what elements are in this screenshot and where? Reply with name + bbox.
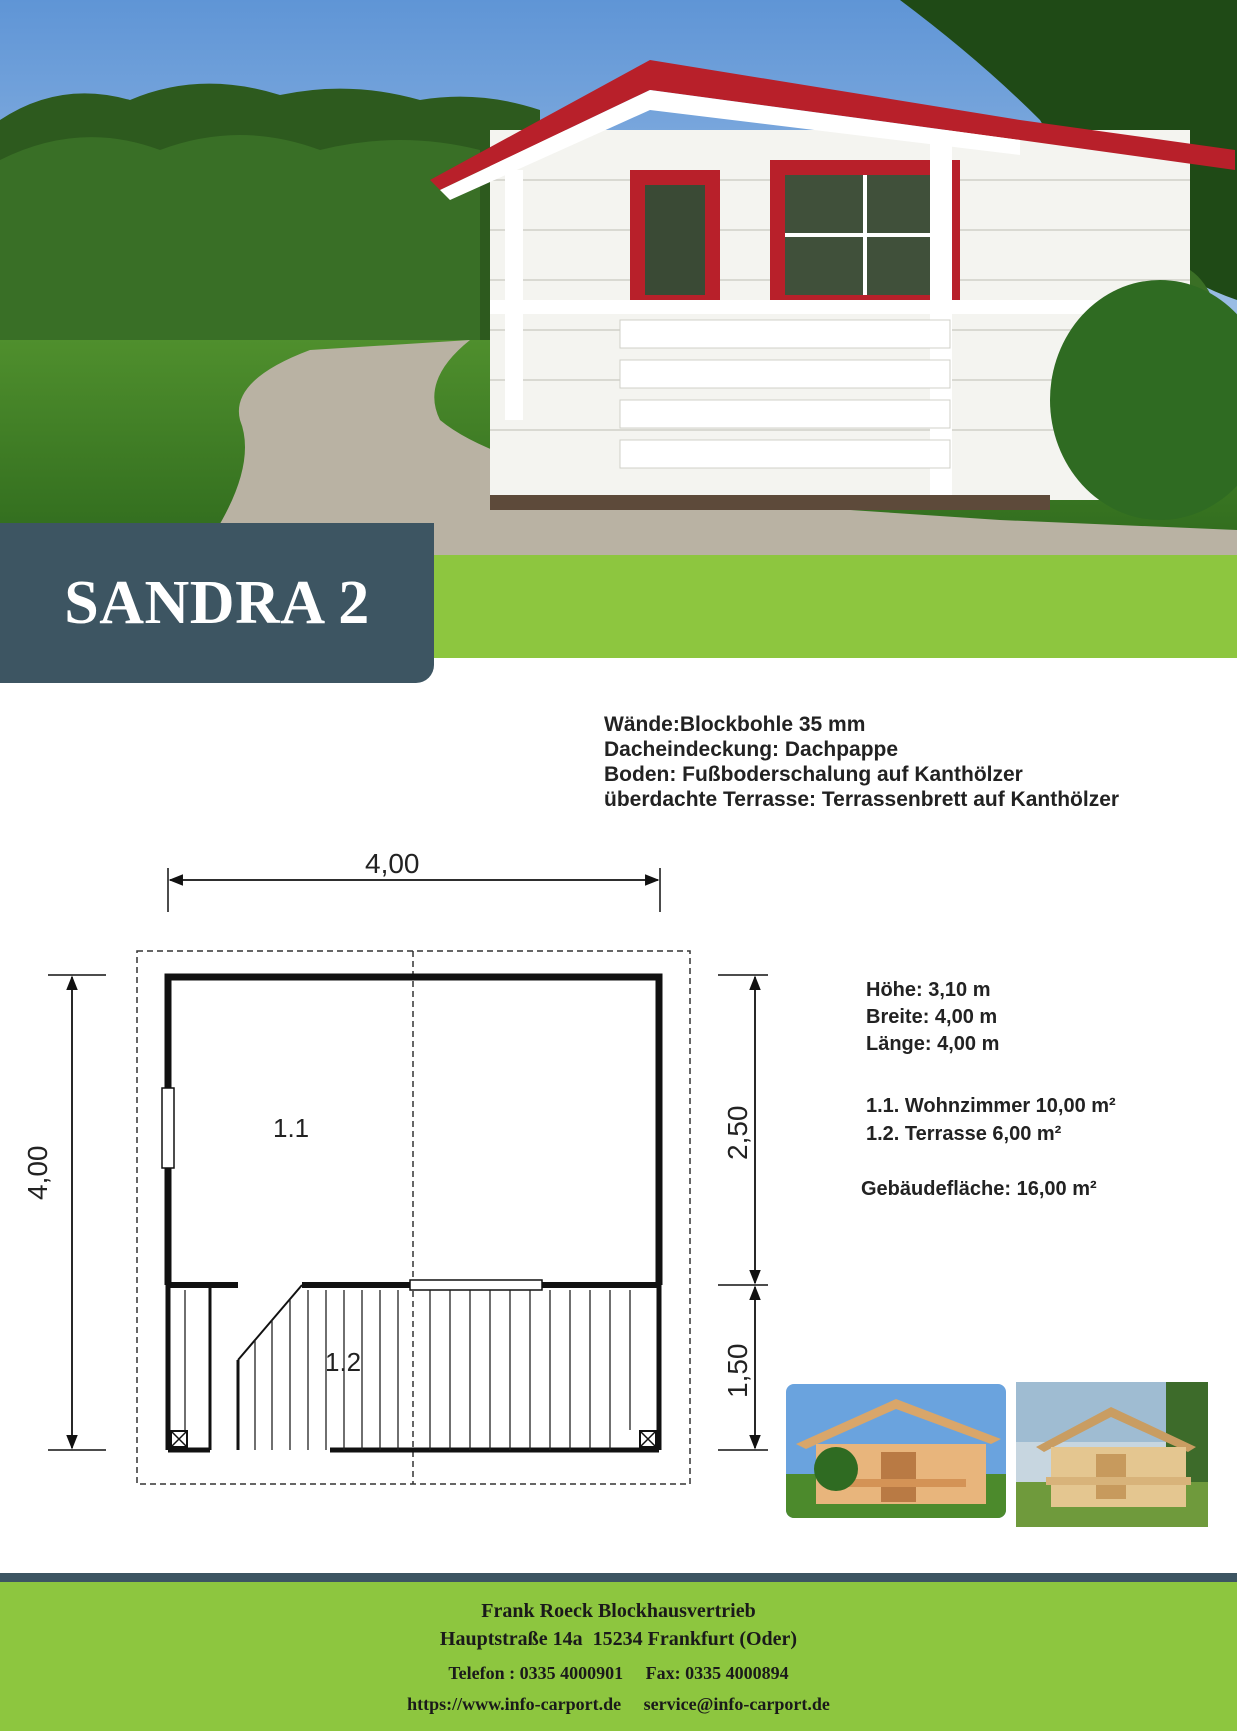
footer-phone-fax: Telefon : 0335 4000901 Fax: 0335 4000894	[448, 1663, 789, 1683]
room-label-2: 1.2	[325, 1347, 362, 1377]
plan-top-dim: 4,00	[365, 848, 420, 879]
hero-photo	[0, 0, 1237, 555]
spec-terrace: überdachte Terrasse: Terrassenbrett auf Kanthölzer	[604, 788, 1120, 811]
product-title: SANDRA 2	[64, 568, 370, 637]
thumbnail-photo-1	[786, 1384, 1006, 1518]
spec-roofing: Dacheindeckung: Dachpappe	[604, 738, 899, 761]
spec-walls: Wände:Blockbohle 35 mm	[604, 713, 866, 736]
footer-address: Hauptstraße 14a 15234 Frankfurt (Oder)	[439, 1628, 798, 1650]
dim-width: Breite: 4,00 m	[866, 1006, 998, 1028]
plan-right-dim-upper: 2,50	[722, 1105, 753, 1160]
footer-web-mail: https://www.info-carport.de service@info-carport.de	[407, 1694, 830, 1714]
thumbnail-photo-2	[1016, 1382, 1208, 1527]
plan-right-dim-lower: 1,50	[722, 1343, 753, 1398]
plan-left-dim: 4,00	[22, 1145, 53, 1200]
footer-company: Frank Roeck Blockhausvertrieb	[481, 1600, 756, 1622]
spec-floor: Boden: Fußboderschalung auf Kanthölzer	[604, 763, 1023, 786]
dim-length: Länge: 4,00 m	[866, 1033, 1000, 1055]
room-label-1: 1.1	[273, 1113, 310, 1143]
room-1-area: 1.1. Wohnzimmer 10,00 m²	[866, 1095, 1116, 1117]
dim-height: Höhe: 3,10 m	[866, 979, 991, 1001]
building-area: Gebäudefläche: 16,00 m²	[861, 1178, 1097, 1200]
floor-plan	[0, 820, 790, 1510]
room-2-area: 1.2. Terrasse 6,00 m²	[866, 1123, 1062, 1145]
footer-divider	[0, 1573, 1237, 1582]
